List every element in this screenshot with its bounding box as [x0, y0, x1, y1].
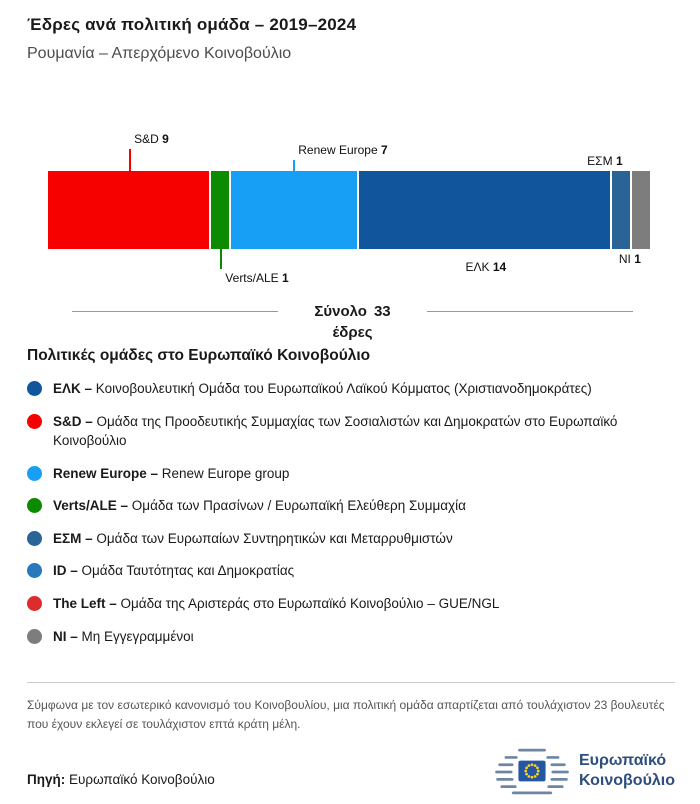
- callout-group-name: ΕΛΚ: [465, 260, 493, 274]
- seats-chart: [48, 125, 650, 293]
- total-divider: [72, 301, 633, 343]
- legend-group-description: Μη Εγγεγραμμένοι: [81, 628, 194, 644]
- bar-segment-Renew Europe: [231, 171, 357, 249]
- callout-label-S&D: [134, 132, 169, 146]
- callout-label-Renew Europe: [298, 143, 387, 157]
- legend-group-name: ΕΣΜ –: [53, 530, 97, 546]
- ep-logo-icon: [494, 747, 570, 795]
- legend-group-name: The Left –: [53, 595, 121, 611]
- legend-group-description: Ομάδα των Πρασίνων / Ευρωπαϊκή Ελεύθερη Συμμαχία: [131, 498, 466, 514]
- legend-color-dot: [27, 563, 42, 578]
- legend-color-dot: [27, 414, 42, 429]
- callout-seat-count: 14: [492, 260, 507, 274]
- callout-seat-count: 1: [282, 271, 289, 285]
- legend-group-name: ΕΛΚ –: [53, 381, 96, 396]
- legend-list: [27, 379, 675, 646]
- divider-line-left: [72, 311, 278, 312]
- bar-segment-NI: [632, 171, 650, 249]
- legend-text: [53, 561, 294, 581]
- callout-label-Verts/ALE: [225, 271, 288, 285]
- legend-group-description: Ομάδα της Προοδευτικής Συμμαχίας των Σοσιαλιστών και Δημοκρατών στο Ευρωπαϊκό Κοινοβούλιο: [53, 413, 618, 449]
- total-seats: [278, 301, 426, 343]
- bar-segment-Verts/ALE: [211, 171, 229, 249]
- page-subtitle: Ρουμανία – Απερχόμενο Κοινοβούλιο: [27, 45, 292, 62]
- legend-text: [53, 464, 289, 484]
- legend-group-description: Ομάδα της Αριστεράς στο Ευρωπαϊκό Κοινοβούλιο – GUE/NGL: [120, 595, 500, 611]
- legend-group-name: ID –: [53, 563, 82, 579]
- callout-seat-count: 1: [615, 154, 623, 168]
- legend-item: [27, 594, 675, 614]
- legend-color-dot: [27, 629, 42, 644]
- divider-line-right: [427, 311, 633, 312]
- legend-heading: Πολιτικές ομάδες στο Ευρωπαϊκό Κοινοβούλιο: [27, 347, 371, 364]
- legend-item: [27, 496, 675, 516]
- stacked-bar: [48, 171, 650, 249]
- page-title: Έδρες ανά πολιτική ομάδα – 2019–2024: [27, 15, 357, 34]
- ep-logo: [494, 747, 675, 795]
- legend-group-description: Renew Europe group: [161, 465, 290, 481]
- total-label: Σύνολο: [314, 303, 367, 320]
- total-value: 33: [373, 303, 391, 320]
- callout-line-Verts/ALE: [220, 249, 222, 269]
- legend-group-description: Ομάδα των Ευρωπαίων Συντηρητικών και Μεταρρυθμιστών: [96, 530, 453, 546]
- legend-item: [27, 529, 675, 549]
- source-value: Ευρωπαϊκό Κοινοβούλιο: [69, 772, 215, 788]
- callout-group-name: NI: [618, 252, 635, 266]
- legend-group-name: Verts/ALE –: [53, 498, 132, 514]
- legend-group-description: Ομάδα Ταυτότητας και Δημοκρατίας: [81, 563, 295, 579]
- source: [27, 772, 215, 795]
- bar-segment-S&D: [48, 171, 209, 249]
- legend-text: [53, 529, 453, 549]
- callout-line-S&D: [129, 149, 131, 171]
- bar-segment-ΕΣΜ: [612, 171, 630, 249]
- callout-label-ΕΛΚ: [465, 260, 506, 274]
- legend-text: [53, 594, 499, 614]
- legend-group-name: NI –: [53, 628, 82, 644]
- legend-item: [27, 561, 675, 581]
- footnote-divider: [27, 682, 675, 683]
- legend-group-name: S&D –: [53, 413, 97, 429]
- ep-logo-text: [579, 751, 675, 791]
- callout-group-name: S&D: [134, 132, 163, 146]
- legend-item: [27, 627, 675, 647]
- bar-segment-ΕΛΚ: [359, 171, 610, 249]
- legend-color-dot: [27, 466, 42, 481]
- callout-label-NI: [619, 252, 641, 266]
- legend-color-dot: [27, 596, 42, 611]
- ep-logo-line1: Ευρωπαϊκό: [578, 752, 667, 770]
- legend-color-dot: [27, 381, 42, 396]
- callout-group-name: Renew Europe: [298, 143, 381, 157]
- legend-color-dot: [27, 531, 42, 546]
- callout-seat-count: 9: [162, 132, 169, 146]
- legend-group-name: Renew Europe –: [53, 465, 162, 481]
- footnote: Σύμφωνα με τον εσωτερικό κανονισμό του Κοινοβουλίου, μια πολιτική ομάδα απαρτίζεται από τουλάχιστον 23 βουλευτές που έχουν εκλεγεί σε τουλάχιστον επτά κράτη μέλη.: [27, 698, 665, 731]
- legend-text: [53, 412, 675, 451]
- callout-seat-count: 1: [634, 252, 641, 266]
- legend-text: [53, 379, 592, 399]
- callout-line-Renew Europe: [293, 160, 295, 171]
- legend-text: [53, 627, 194, 647]
- legend-item: [27, 379, 675, 399]
- source-label: Πηγή:: [27, 772, 66, 788]
- ep-logo-line2: Κοινοβούλιο: [578, 772, 675, 790]
- total-unit: έδρες: [332, 324, 373, 341]
- legend-color-dot: [27, 498, 42, 513]
- callout-group-name: Verts/ALE: [225, 271, 282, 285]
- legend-text: [53, 496, 466, 516]
- legend-group-description: Κοινοβουλευτική Ομάδα του Ευρωπαϊκού Λαϊκού Κόμματος (Χριστιανοδημοκράτες): [95, 381, 592, 396]
- callout-seat-count: 7: [380, 143, 388, 157]
- callout-label-ΕΣΜ: [587, 154, 622, 168]
- legend-item: [27, 464, 675, 484]
- callout-group-name: ΕΣΜ: [587, 154, 616, 168]
- footer: [27, 747, 675, 795]
- legend-item: [27, 412, 675, 451]
